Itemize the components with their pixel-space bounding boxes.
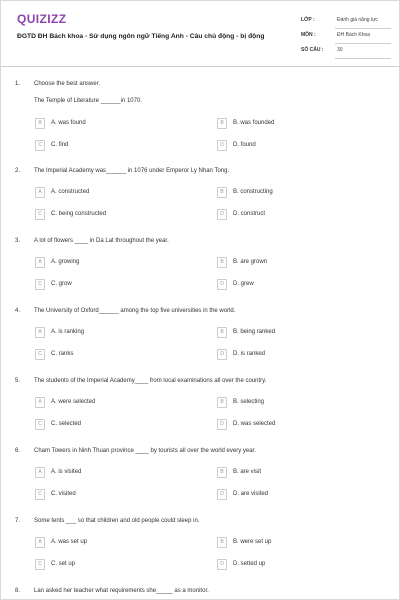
meta-subject-label: MÔN : [301,32,316,38]
option-text: B. are grown [233,259,268,265]
option-letter-box: D [217,559,227,570]
meta-count-underline [335,58,391,59]
question-instruction: Choose the best answer. [34,81,101,87]
option-text: B. was founded [233,120,275,126]
option-text: A. growing [51,259,80,265]
option-letter-box: C [35,209,45,220]
option-text: D. grew [233,281,254,287]
option-letter-box: A [35,467,45,478]
question-text: Some tents ___ so that children and old people could sleep in. [34,518,200,524]
option-letter-box: D [217,209,227,220]
option-letter-box: C [35,349,45,360]
worksheet-title: ĐGTD ĐH Bách khoa - Sử dụng ngôn ngữ Tiếng Anh - Câu chủ động - bị động [17,33,265,40]
option-text: A. was set up [51,539,88,545]
meta-subject-value: ĐH Bách Khoa [337,32,371,38]
worksheet-header [1,1,400,67]
option-letter-box: B [217,118,227,129]
option-letter-box: A [35,187,45,198]
option-letter-box: B [217,537,227,548]
option-letter-box: D [217,419,227,430]
question-number: 8. [15,588,21,594]
option-letter-box: A [35,537,45,548]
option-letter-box: C [35,279,45,290]
question-number: 7. [15,518,21,524]
option-text: A. is ranking [51,329,85,335]
option-text: B. being ranked [233,329,276,335]
question-text: The Imperial Academy was______ in 1076 under Emperor Ly Nhan Tong. [34,168,230,174]
option-text: A. is visited [51,469,82,475]
meta-class-value: Đánh giá năng lực [337,17,378,23]
option-text: C. find [51,142,69,148]
option-letter-box: A [35,397,45,408]
option-text: A. constructed [51,189,90,195]
question-number: 5. [15,378,21,384]
option-text: D. construct [233,211,266,217]
question-number: 3. [15,238,21,244]
option-letter-box: A [35,118,45,129]
option-text: B. are visit [233,469,262,475]
option-letter-box: B [217,467,227,478]
question-number: 6. [15,448,21,454]
meta-count-label: SỐ CÂU : [301,47,324,53]
question-text: The Temple of Literature ______in 1070. [34,98,142,104]
question-number: 2. [15,168,21,174]
question-text: Lan asked her teacher what requirements she_____ as a monitor. [34,588,209,594]
option-text: D. is ranked [233,351,266,357]
option-letter-box: C [35,140,45,151]
question-text: The students of the Imperial Academy____ from local examinations all over the country. [34,378,267,384]
option-letter-box: D [217,349,227,360]
question-text: A lot of flowers ____ in Da Lat throughout the year. [34,238,169,244]
option-letter-box: B [217,327,227,338]
question-text: Cham Towers in Ninh Thuan province ____ by tourists all over the world every year. [34,448,256,454]
option-letter-box: C [35,419,45,430]
option-text: A. was found [51,120,86,126]
meta-count [301,44,391,59]
option-text: B. selecting [233,399,265,405]
option-letter-box: A [35,257,45,268]
option-text: D. setted up [233,561,266,567]
meta-count-value: 30 [337,47,343,53]
option-text: D. was selected [233,421,276,427]
option-text: B. constructing [233,189,273,195]
option-letter-box: B [217,187,227,198]
option-text: C. set up [51,561,76,567]
option-letter-box: D [217,489,227,500]
option-text: C. grow [51,281,72,287]
option-letter-box: D [217,140,227,151]
option-text: D. are visited [233,491,269,497]
option-letter-box: D [217,279,227,290]
option-text: C. visited [51,491,76,497]
option-letter-box: B [217,397,227,408]
question-number: 1. [15,81,21,87]
meta-class [301,14,391,29]
option-letter-box: A [35,327,45,338]
option-text: C. ranks [51,351,74,357]
option-letter-box: B [217,257,227,268]
question-number: 4. [15,308,21,314]
meta-subject [301,29,391,44]
option-text: C. selected [51,421,82,427]
option-letter-box: C [35,559,45,570]
option-text: A. were selected [51,399,96,405]
option-letter-box: C [35,489,45,500]
quizizz-logo: QUIZIZZ [17,12,67,26]
option-text: B. were set up [233,539,272,545]
option-text: C. being constructed [51,211,107,217]
option-text: D. found [233,142,256,148]
meta-class-label: LỚP : [301,17,315,23]
question-text: The University of Oxford______ among the top five universities in the world. [34,308,236,314]
